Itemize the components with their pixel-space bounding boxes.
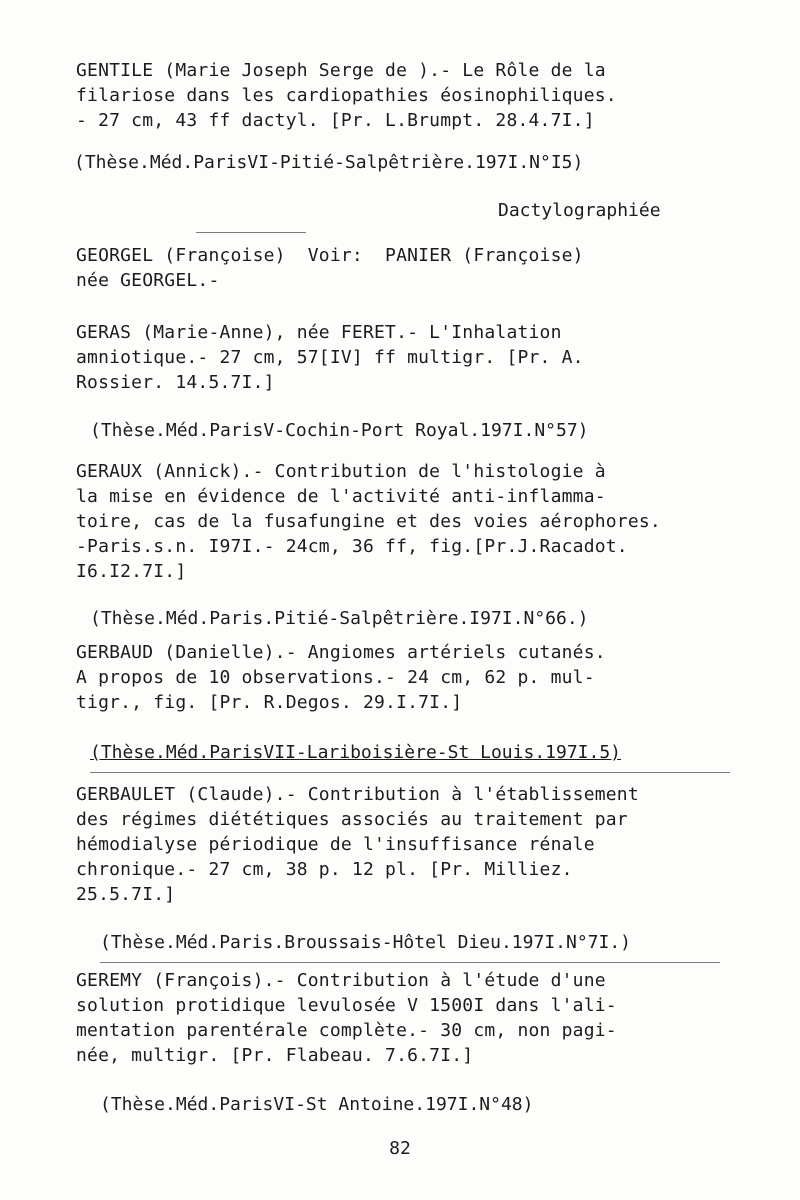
entry-line: filariose dans les cardiopathies éosinophiliques. xyxy=(76,85,617,106)
divider xyxy=(196,232,306,233)
entry-line: GERAUX (Annick).- Contribution de l'histologie à xyxy=(76,461,606,482)
entry-line: solution protidique levulosée V 1500I dans l'ali- xyxy=(76,995,617,1016)
divider xyxy=(100,962,720,963)
entry-line: hémodialyse périodique de l'insuffisance rénale xyxy=(76,834,595,855)
entry-geraux xyxy=(76,459,736,584)
entry-line: - 27 cm, 43 ff dactyl. [Pr. L.Brumpt. 28.4.7I.] xyxy=(76,110,595,131)
entry-line: GERBAUD (Danielle).- Angiomes artériels cutanés. xyxy=(76,642,606,663)
entry-line: mentation parentérale complète.- 30 cm, non pagi- xyxy=(76,1020,617,1041)
entry-geremy xyxy=(76,968,736,1068)
thesis-reference: (Thèse.Méd.Paris.Pitié-Salpêtrière.I97I.N°66.) xyxy=(90,608,589,629)
entry-gentile xyxy=(76,58,736,133)
thesis-reference: (Thèse.Méd.ParisV-Cochin-Port Royal.197I.N°57) xyxy=(90,420,589,441)
entry-line: née, multigr. [Pr. Flabeau. 7.6.7I.] xyxy=(76,1045,474,1066)
thesis-reference: (Thèse.Méd.ParisVI-St Antoine.197I.N°48) xyxy=(100,1094,534,1115)
entry-line: amniotique.- 27 cm, 57[IV] ff multigr. [Pr. A. xyxy=(76,347,584,368)
entry-line: GERBAULET (Claude).- Contribution à l'établissement xyxy=(76,784,639,805)
divider xyxy=(90,772,730,773)
entry-line: GERAS (Marie-Anne), née FERET.- L'Inhalation xyxy=(76,322,562,343)
entry-line: la mise en évidence de l'activité anti-inflamma- xyxy=(76,486,606,507)
entry-line: I6.I2.7I.] xyxy=(76,561,187,582)
entry-line: GEORGEL (Françoise) Voir: PANIER (Françoise) xyxy=(76,245,584,266)
entry-gerbaud xyxy=(76,640,736,715)
entry-line: GEREMY (François).- Contribution à l'étude d'une xyxy=(76,970,606,991)
note-dactylographiee: Dactylographiée xyxy=(498,200,661,221)
thesis-reference: (Thèse.Méd.ParisVII-Lariboisière-St Louis.197I.5) xyxy=(90,742,622,763)
entry-line: Rossier. 14.5.7I.] xyxy=(76,372,275,393)
thesis-reference: (Thèse.Méd.ParisVI-Pitié-Salpêtrière.197I.N°I5) xyxy=(74,152,584,173)
page-number: 82 xyxy=(389,1138,411,1159)
entry-line: toire, cas de la fusafungine et des voies aérophores. xyxy=(76,511,661,532)
entry-line: tigr., fig. [Pr. R.Degos. 29.I.7I.] xyxy=(76,692,463,713)
entry-line: née GEORGEL.- xyxy=(76,270,220,291)
entry-geras xyxy=(76,320,736,395)
entry-line: -Paris.s.n. I97I.- 24cm, 36 ff, fig.[Pr.J.Racadot. xyxy=(76,536,628,557)
thesis-reference: (Thèse.Méd.Paris.Broussais-Hôtel Dieu.197I.N°7I.) xyxy=(100,932,632,953)
entry-line: 25.5.7I.] xyxy=(76,884,176,905)
entry-line: des régimes diététiques associés au traitement par xyxy=(76,809,628,830)
entry-line: GENTILE (Marie Joseph Serge de ).- Le Rôle de la xyxy=(76,60,606,81)
entry-line: chronique.- 27 cm, 38 p. 12 pl. [Pr. Milliez. xyxy=(76,859,573,880)
entry-gerbaulet xyxy=(76,782,736,907)
entry-georgel xyxy=(76,243,736,293)
entry-line: A propos de 10 observations.- 24 cm, 62 p. mul- xyxy=(76,667,595,688)
